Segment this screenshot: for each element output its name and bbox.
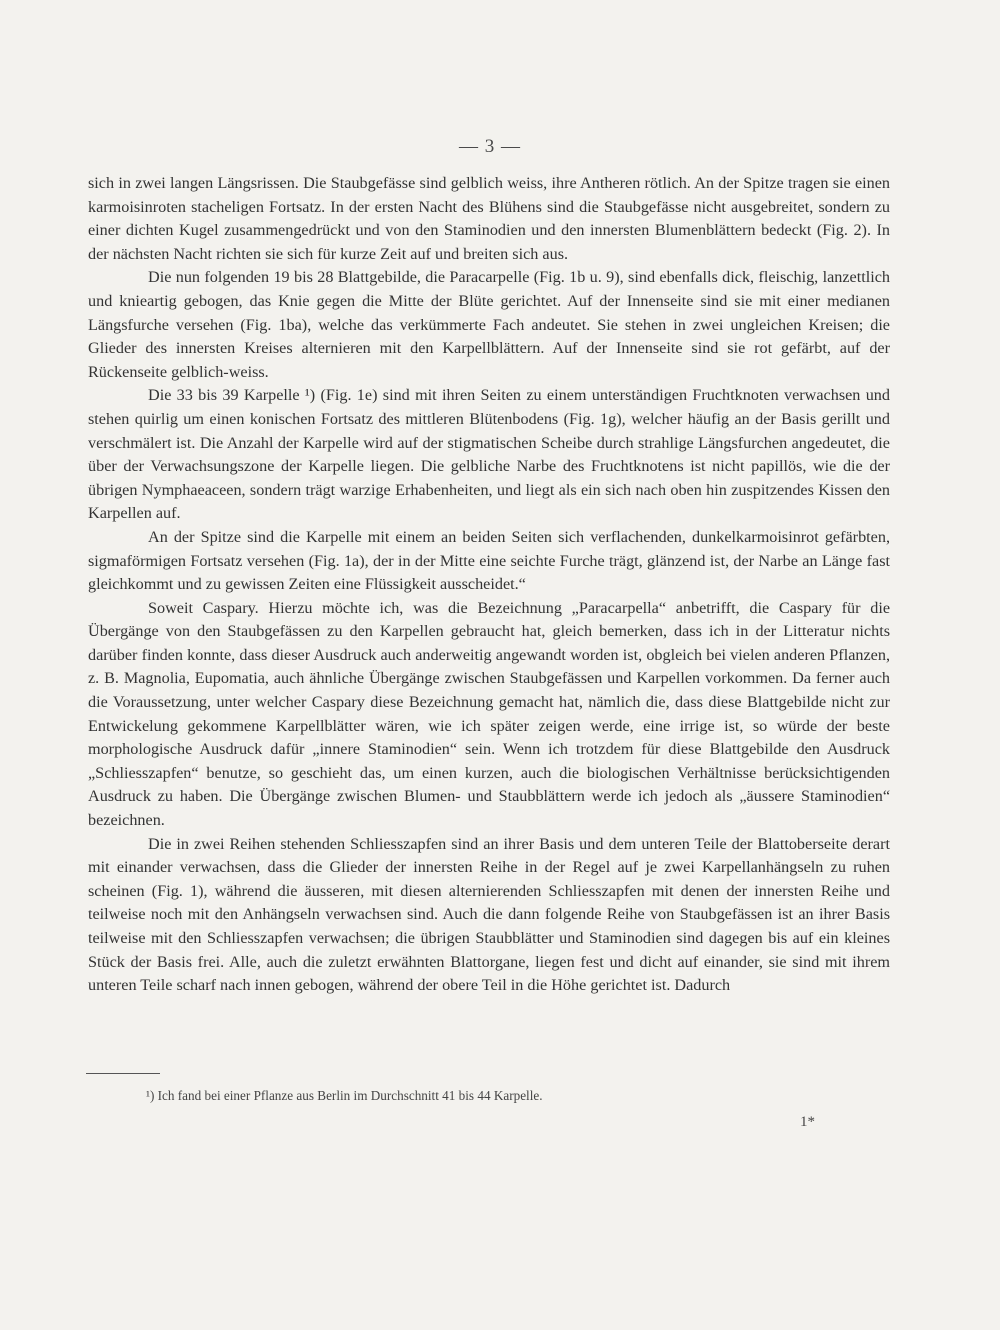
paragraph: sich in zwei langen Längsrissen. Die Staubgefässe sind gelblich weiss, ihre Antheren rötlich. An der Spitze tragen sie einen karmoisinroten stacheligen Fortsatz. In der ersten Nacht des Blühens sind die Staubgefässe nicht ausgebreitet, sondern zu einer dichten Kugel zusammengedrückt und von den Staminodien und den innersten Blumenblättern bedeckt (Fig. 2). In der nächsten Nacht richten sie sich für kurze Zeit auf und breiten sich aus. bbox=[88, 174, 890, 263]
footnote-divider bbox=[86, 1073, 160, 1074]
paragraph: Die 33 bis 39 Karpelle ¹) (Fig. 1e) sind mit ihren Seiten zu einem unterständigen Fruchtknoten verwachsen und stehen quirlig um einen konischen Fortsatz des mittleren Blütenbodens (Fig. 1g), welcher häufig an der Basis gerillt und verschmälert ist. Die Anzahl der Karpelle wird auf der stigmatischen Scheibe durch strahlige Längsfurchen angedeutet, die über der Verwachsungszone der Karpelle liegen. Die gelbliche Narbe des Fruchtknotens ist nicht papillös, wie die der übrigen Nymphaeaceen, sondern trägt warzige Erhabenheiten, und liegt als ein sich nach oben hin zuspitzendes Kissen den Karpellen auf. bbox=[88, 386, 890, 523]
paragraph: Soweit Caspary. Hierzu möchte ich, was die Bezeichnung „Paracarpella“ anbetrifft, die Caspary für die Übergänge von den Staubgefässen zu den Karpellen gebraucht hat, gleich bemerken, dass ich in der Litteratur nichts darüber finden konnte, dass dieser Ausdruck auch anderweitig angewandt worden ist, obgleich bei vielen anderen Pflanzen, z. B. Magnolia, Eupomatia, auch ähnliche Übergänge zwischen Staubgefässen und Karpellen vorkommen. Da ferner auch die Voraussetzung, unter welcher Caspary diese Bezeichnung gemacht hat, nämlich die, dass diese Blattgebilde nicht zur Entwickelung gekommene Karpellblätter wären, wie ich später zeigen werde, eine irrige ist, so würde der beste morphologische Ausdruck dafür „innere Staminodien“ sein. Wenn ich trotzdem für diese Blattgebilde den Ausdruck „Schliesszapfen“ benutze, so geschieht das, um einen kurzen, auch die biologischen Verhältnisse berücksichtigenden Ausdruck zu haben. Die Übergänge zwischen Blumen- und Staubblättern werde ich jedoch als „äussere Staminodien“ bezeichnen. bbox=[88, 598, 890, 830]
paragraph: An der Spitze sind die Karpelle mit einem an beiden Seiten sich verflachenden, dunkelkarmoisinrot gefärbten, sigmaförmigen Fortsatz versehen (Fig. 1a), der in der Mitte eine seichte Furche trägt, glänzend ist, der Narbe an Länge fast gleichkommt und zu gewissen Zeiten eine Flüssigkeit ausscheidet.“ bbox=[88, 527, 890, 594]
footnote: ¹) Ich fand bei einer Pflanze aus Berlin im Durchschnitt 41 bis 44 Karpelle. bbox=[146, 1088, 543, 1103]
sheet-signature: 1* bbox=[800, 1114, 815, 1130]
paragraph: Die in zwei Reihen stehenden Schliesszapfen sind an ihrer Basis und dem unteren Teile der Blattoberseite derart mit einander verwachsen, dass die Glieder der innersten Reihe in der Regel auf je zwei Karpellanhängseln zu ruhen scheinen (Fig. 1), während die äusseren, mit diesen alternierenden Schliesszapfen mit denen der innersten Reihe und teilweise noch mit den Anhängseln verwachsen sind. Auch die dann folgende Reihe von Staubgefässen ist an ihrer Basis teilweise mit den Schliesszapfen verwachsen; die übrigen Staubblätter und Staminodien sind dagegen bis auf ein kleines Stück der Basis frei. Alle, auch die zuletzt erwähnten Blattorgane, liegen fest und dicht auf einander, sie sind mit ihrem unteren Teile scharf nach innen gebogen, während der obere Teil in die Höhe gerichtet ist. Dadurch bbox=[88, 834, 890, 995]
body-text bbox=[88, 172, 890, 998]
page-number: — 3 — bbox=[459, 136, 521, 157]
paragraph: Die nun folgenden 19 bis 28 Blattgebilde, die Paracarpelle (Fig. 1b u. 9), sind ebenfalls dick, fleischig, lanzettlich und knieartig gebogen, das Knie gegen die Mitte der Blüte gerichtet. Auf der Innenseite sind sie mit einer medianen Längsfurche versehen (Fig. 1ba), welche das verkümmerte Fach andeutet. Sie stehen in zwei ungleichen Kreisen; die Glieder des innersten Kreises alternieren mit den Karpellblättern. Auf der Innenseite sind sie rot gefärbt, auf der Rückenseite gelblich-weiss. bbox=[88, 268, 890, 381]
